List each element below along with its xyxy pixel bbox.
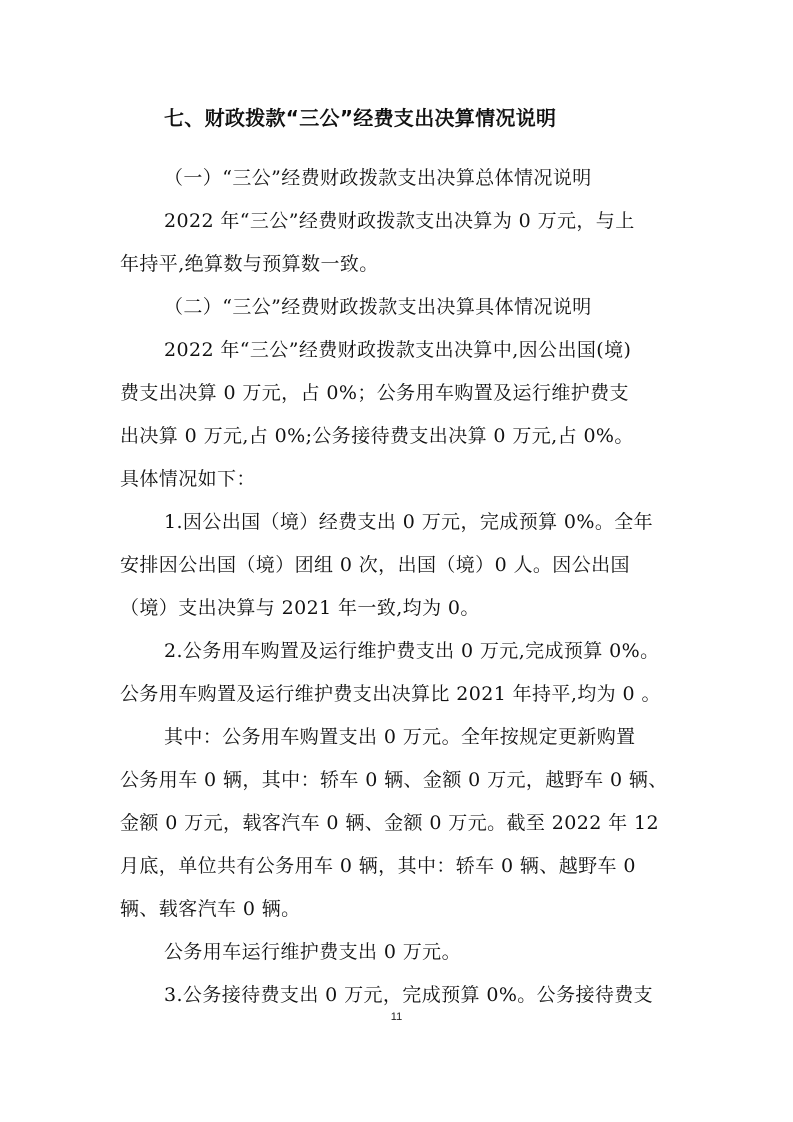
paragraph-line: 公务用车运行维护费支出 0 万元。 (164, 941, 461, 963)
paragraph-line: （境）支出决算与 2021 年一致,均为 0。 (120, 597, 480, 619)
subheading-detail: （二）“三公”经费财政拨款支出决算具体情况说明 (164, 296, 592, 318)
paragraph-line: 费支出决算 0 万元，占 0%；公务用车购置及运行维护费支 (120, 382, 629, 404)
paragraph-line: 3.公务接待费支出 0 万元，完成预算 0%。公务接待费支 (164, 984, 654, 1006)
paragraph-line: 年持平,绝算数与预算数一致。 (120, 253, 379, 275)
subheading-overall: （一）“三公”经费财政拨款支出决算总体情况说明 (164, 167, 592, 189)
paragraph-line: 具体情况如下： (120, 468, 256, 490)
paragraph-line: 其中：公务用车购置支出 0 万元。全年按规定更新购置 (164, 726, 636, 748)
paragraph-line: 2022 年“三公”经费财政拨款支出决算中,因公出国(境) (164, 339, 632, 361)
paragraph-line: 2.公务用车购置及运行维护费支出 0 万元,完成预算 0%。 (164, 640, 660, 662)
paragraph-line: 1.因公出国（境）经费支出 0 万元，完成预算 0%。全年 (164, 511, 654, 533)
paragraph-line: 金额 0 万元，载客汽车 0 辆、金额 0 万元。截至 2022 年 12 (120, 812, 659, 834)
page-number: 11 (390, 1011, 403, 1023)
paragraph-line: 公务用车购置及运行维护费支出决算比 2021 年持平,均为 0 。 (120, 683, 661, 705)
paragraph-line: 月底，单位共有公务用车 0 辆，其中：轿车 0 辆、越野车 0 (120, 855, 636, 877)
paragraph-line: 出决算 0 万元,占 0%;公务接待费支出决算 0 万元,占 0%。 (120, 425, 634, 447)
paragraph-line: 安排因公出国（境）团组 0 次，出国（境）0 人。因公出国 (120, 554, 630, 576)
paragraph-line: 2022 年“三公”经费财政拨款支出决算为 0 万元，与上 (164, 210, 635, 232)
paragraph-line: 辆、载客汽车 0 辆。 (120, 898, 301, 920)
paragraph-line: 公务用车 0 辆，其中：轿车 0 辆、金额 0 万元，越野车 0 辆、 (120, 769, 668, 791)
section-heading: 七、财政拨款“三公”经费支出决算情况说明 (164, 106, 557, 130)
